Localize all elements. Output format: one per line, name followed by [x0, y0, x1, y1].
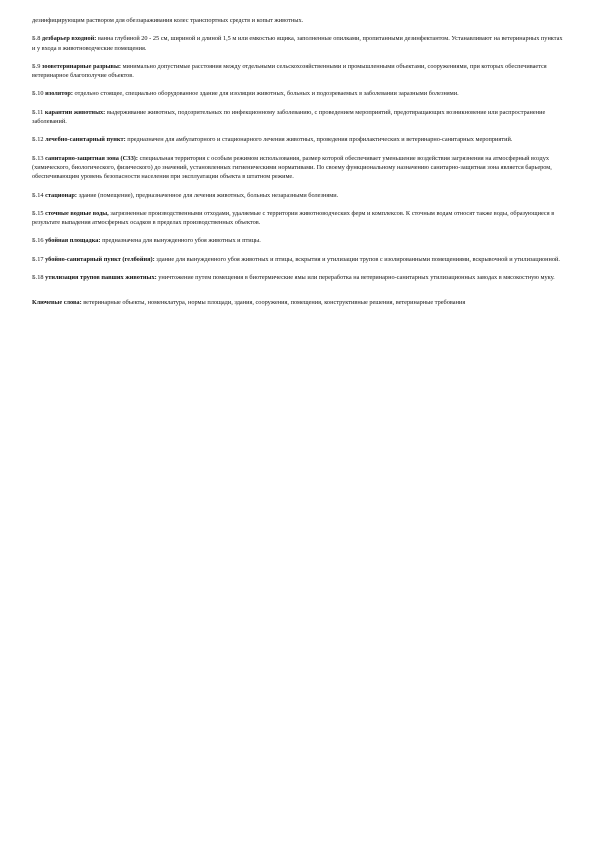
keywords-paragraph [32, 298, 567, 307]
definition-text: здание для вынужденного убоя животных и птицы, вскрытия и утилизации трупов с изолированными помещениями, вскрывочной и утилизационной. [156, 255, 560, 263]
definition-term: убойная площадка: [45, 237, 101, 245]
definition-text: ванна глубиной 20 - 25 см, шириной и длиной 1,5 м или емкостью ящика, заполненные опилками, пропитанными дезинфектантом. Устанавливают на ветеринарных пунктах и у входа в животноводческие помещения. [32, 35, 563, 52]
definition-text: загрязненные производственными отходами, удаляемые с территории животноводческих ферм и комплексов. К сточным водам относят также воды, образующиеся в результате выпадения атмосферных осадков в пределах производственных объектов. [32, 209, 555, 227]
definition-b16 [32, 236, 567, 245]
definition-text: здание (помещение), предназначенное для лечения животных, больных незаразными болезнями. [78, 191, 339, 199]
definition-number: Б.8 [32, 35, 41, 43]
definition-b8 [32, 34, 567, 53]
definition-number: Б.9 [32, 62, 41, 70]
definition-term: изолятор: [45, 90, 73, 98]
definition-b11 [32, 108, 567, 127]
definition-term: дезбарьер входной: [41, 35, 97, 43]
keywords-text: ветеринарные объекты, номенклатура, нормы площади, здания, сооружения, помещения, конструктивные решения, ветеринарные требования [83, 299, 466, 307]
definition-number: Б.13 [32, 154, 44, 162]
definition-text: предназначена для вынужденного убоя животных и птицы. [102, 237, 261, 245]
definition-number: Б.16 [32, 237, 44, 245]
definition-number: Б.18 [32, 274, 44, 282]
definition-term: стационар: [45, 191, 77, 199]
definition-b14 [32, 191, 567, 200]
definition-b9 [32, 62, 567, 81]
definition-number: Б.14 [32, 191, 44, 199]
document-body [32, 16, 567, 317]
definition-b13 [32, 154, 567, 182]
definition-number: Б.17 [32, 255, 44, 263]
definition-term: сточные водные воды, [45, 209, 109, 217]
definition-term: карантин животных: [44, 108, 106, 116]
definition-term: утилизация трупов павших животных: [45, 274, 157, 282]
definition-b10 [32, 89, 567, 98]
definition-term: зооветеринарные разрывы: [41, 62, 121, 70]
keywords-label: Ключевые слова: [32, 299, 82, 307]
definition-text: отдельно стоящее, специально оборудованное здание для изоляции животных, больных и подозреваемых в заболевании заразными болезнями. [74, 90, 459, 98]
definition-b15 [32, 209, 567, 228]
definition-term: убойно-санитарный пункт (гелбойня): [45, 255, 155, 263]
intro-fragment: дезинфицирующим раствором для обеззараживания колес транспортных средств и копыт животных. [32, 17, 304, 24]
definition-number: Б.10 [32, 90, 44, 98]
definition-term: лечебно-санитарный пункт: [45, 136, 126, 144]
definition-b17 [32, 255, 567, 264]
definition-text: уничтожение путем помещения в биотермические ямы или переработка на ветеринарно-санитарных утилизационных заводах в мясокостную муку. [158, 274, 555, 282]
definition-number: Б.11 [32, 108, 44, 116]
definition-text: предназначен для амбулаторного и стационарного лечения животных, проведения профилактических и ветеринарно-санитарных мероприятий. [127, 136, 513, 144]
definition-text: минимально допустимые расстояния между отдельными сельскохозяйственными и промышленными объектами, сооружениями, при которых обеспечивается ветеринарное благополучие объектов. [32, 62, 547, 80]
definition-number: Б.12 [32, 136, 44, 144]
definition-term: санитарно-защитная зона (СЗЗ): [45, 154, 139, 162]
definition-text: выдерживание животных, подозрительных по инфекционному заболеванию, с проведением мероприятий, предотвращающих возникновение или распространение заболеваний. [32, 108, 546, 126]
definition-number: Б.15 [32, 209, 44, 217]
definition-b12 [32, 135, 567, 144]
definition-text: специальная территория с особым режимом использования, размер которой обеспечивает уменьшение воздействия загрязнения на атмосферный воздух (химического, биологического, физического) до значений, установленных гигиеническими нормативами. По своему функциональному назначению санитарно-защитная зона является барьером, обеспечивающим уровень безопасности населения при эксплуатации объекта в штатном режиме. [32, 154, 552, 181]
definition-b18 [32, 273, 567, 282]
